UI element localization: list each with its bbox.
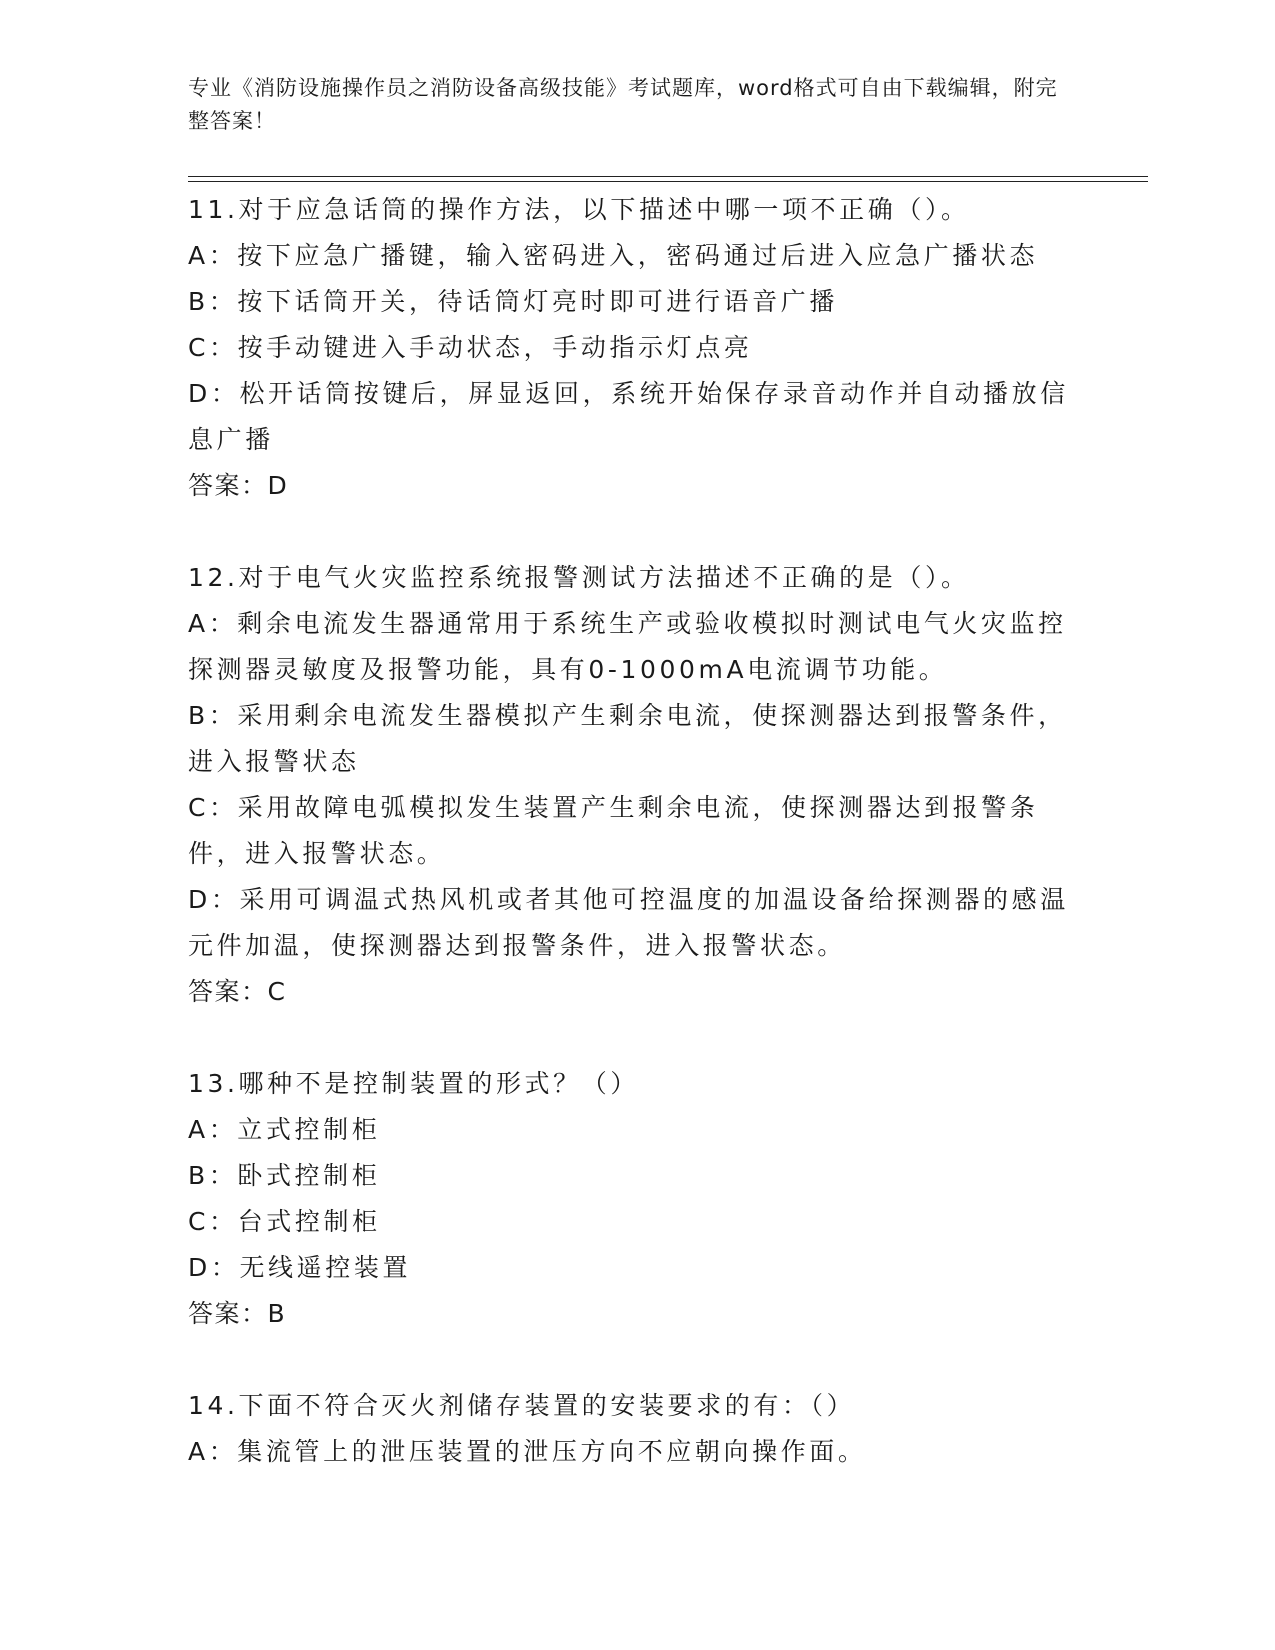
option-d: D：松开话筒按键后，屏显返回，系统开始保存录音动作并自动播放信息广播 — [188, 379, 1069, 454]
option-d: D：无线遥控装置 — [188, 1253, 412, 1282]
question-stem: 14.下面不符合灭火剂储存装置的安装要求的有：（） — [188, 1391, 856, 1420]
option-b: B：按下话筒开关，待话筒灯亮时即可进行语音广播 — [188, 287, 838, 316]
option-a: A：集流管上的泄压装置的泄压方向不应朝向操作面。 — [188, 1437, 867, 1466]
answer: 答案：C — [188, 977, 287, 1006]
option-b: B：卧式控制柜 — [188, 1161, 381, 1190]
question-list — [188, 187, 1088, 1521]
question-stem: 13.哪种不是控制装置的形式？（） — [188, 1069, 639, 1098]
question-12 — [188, 555, 1088, 1015]
option-a: A：按下应急广播键，输入密码进入，密码通过后进入应急广播状态 — [188, 241, 1039, 270]
answer: 答案：B — [188, 1299, 287, 1328]
question-11 — [188, 187, 1088, 509]
question-14 — [188, 1383, 1088, 1475]
question-stem: 12.对于电气火灾监控系统报警测试方法描述不正确的是（）。 — [188, 563, 970, 592]
option-a: A：立式控制柜 — [188, 1115, 381, 1144]
question-13 — [188, 1061, 1088, 1337]
header-divider-top — [188, 176, 1148, 177]
option-c: C：按手动键进入手动状态，手动指示灯点亮 — [188, 333, 753, 362]
option-c: C：采用故障电弧模拟发生装置产生剩余电流，使探测器达到报警条件，进入报警状态。 — [188, 793, 1039, 868]
option-a: A：剩余电流发生器通常用于系统生产或验收模拟时测试电气火灾监控探测器灵敏度及报警功能，具有0-1000mA电流调节功能。 — [188, 609, 1067, 684]
header-divider-bottom — [188, 181, 1148, 182]
answer: 答案：D — [188, 471, 289, 500]
option-b: B：采用剩余电流发生器模拟产生剩余电流，使探测器达到报警条件，进入报警状态 — [188, 701, 1067, 776]
document-header: 专业《消防设施操作员之消防设备高级技能》考试题库，word格式可自由下载编辑，附完整答案！ — [188, 76, 1058, 133]
question-stem: 11.对于应急话筒的操作方法，以下描述中哪一项不正确（）。 — [188, 195, 970, 224]
option-c: C：台式控制柜 — [188, 1207, 381, 1236]
option-d: D：采用可调温式热风机或者其他可控温度的加温设备给探测器的感温元件加温，使探测器达到报警条件，进入报警状态。 — [188, 885, 1069, 960]
